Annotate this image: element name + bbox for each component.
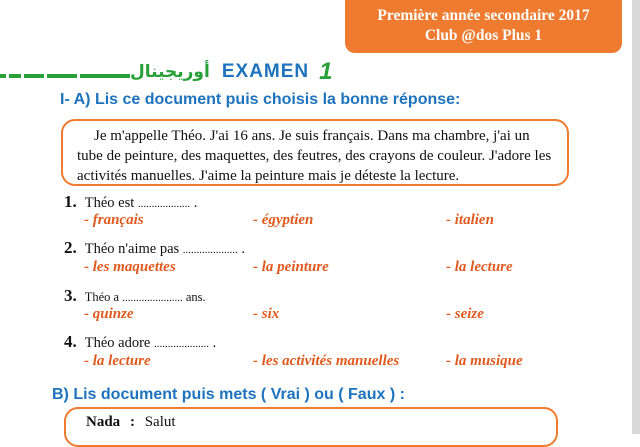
question-number: 3. [64, 286, 77, 305]
question-suffix: . [212, 335, 217, 351]
brand-underline [0, 74, 170, 78]
question-prompt: Théo a [84, 290, 120, 304]
examen-label: EXAMEN [221, 61, 310, 82]
section-a-title: I- A) Lis ce document puis choisis la bonne réponse: [60, 91, 461, 108]
question-suffix: . [193, 195, 198, 211]
option-2a[interactable]: - les maquettes [84, 259, 176, 275]
section-b-title: B) Lis document puis mets ( Vrai ) ou ( Faux ) : [52, 386, 405, 403]
question-number: 1. [64, 192, 77, 211]
option-3c[interactable]: - seize [446, 306, 484, 322]
question-3 [64, 286, 206, 306]
option-3b[interactable]: - six [253, 306, 280, 322]
question-prompt: Théo n'aime pas [84, 241, 180, 257]
header-line-1: Première année secondaire 2017 [377, 7, 590, 24]
option-4c[interactable]: - la musique [446, 353, 523, 369]
answer-blank[interactable]: .................... [182, 244, 238, 256]
option-2b[interactable]: - la peinture [253, 259, 329, 275]
speaker-separator: : [129, 414, 135, 430]
examen-number: 1 [319, 58, 333, 85]
answer-blank[interactable]: ................... [137, 198, 191, 210]
option-1b[interactable]: - égyptien [253, 212, 314, 228]
question-number: 2. [64, 238, 77, 257]
option-1a[interactable]: - français [84, 212, 144, 228]
header-line-2: Club @dos Plus 1 [424, 27, 543, 44]
dialog-box [64, 407, 558, 447]
answer-blank[interactable]: ...................... [122, 292, 183, 304]
question-2 [64, 238, 245, 258]
brand-logo [128, 60, 333, 84]
reading-text-box [61, 119, 569, 186]
header-banner [345, 0, 622, 53]
question-4 [64, 332, 216, 352]
speaker-name: Nada [86, 414, 121, 430]
reading-text: Je m'appelle Théo. J'ai 16 ans. Je suis français. Dans ma chambre, j'ai un tube de peinture, des maquettes, des feutres, des crayons de couleur. J'adore les activités manuelles. J'aime la peinture mais je déteste la lecture. [77, 128, 552, 184]
option-3a[interactable]: - quinze [84, 306, 134, 322]
option-4a[interactable]: - la lecture [84, 353, 151, 369]
question-1 [64, 192, 197, 212]
option-4b[interactable]: - les activités manuelles [253, 353, 400, 369]
question-prompt: Théo est [84, 195, 135, 211]
question-suffix: . [241, 241, 246, 257]
question-number: 4. [64, 332, 77, 351]
dialog-line: Salut [144, 414, 176, 430]
option-1c[interactable]: - italien [446, 212, 494, 228]
question-suffix: ans. [185, 290, 206, 304]
option-2c[interactable]: - la lecture [446, 259, 513, 275]
brand-arabic: أوريجينال [130, 62, 210, 82]
question-prompt: Théo adore [84, 335, 151, 351]
scrollbar-edge [632, 0, 640, 434]
answer-blank[interactable]: .................... [154, 338, 209, 350]
